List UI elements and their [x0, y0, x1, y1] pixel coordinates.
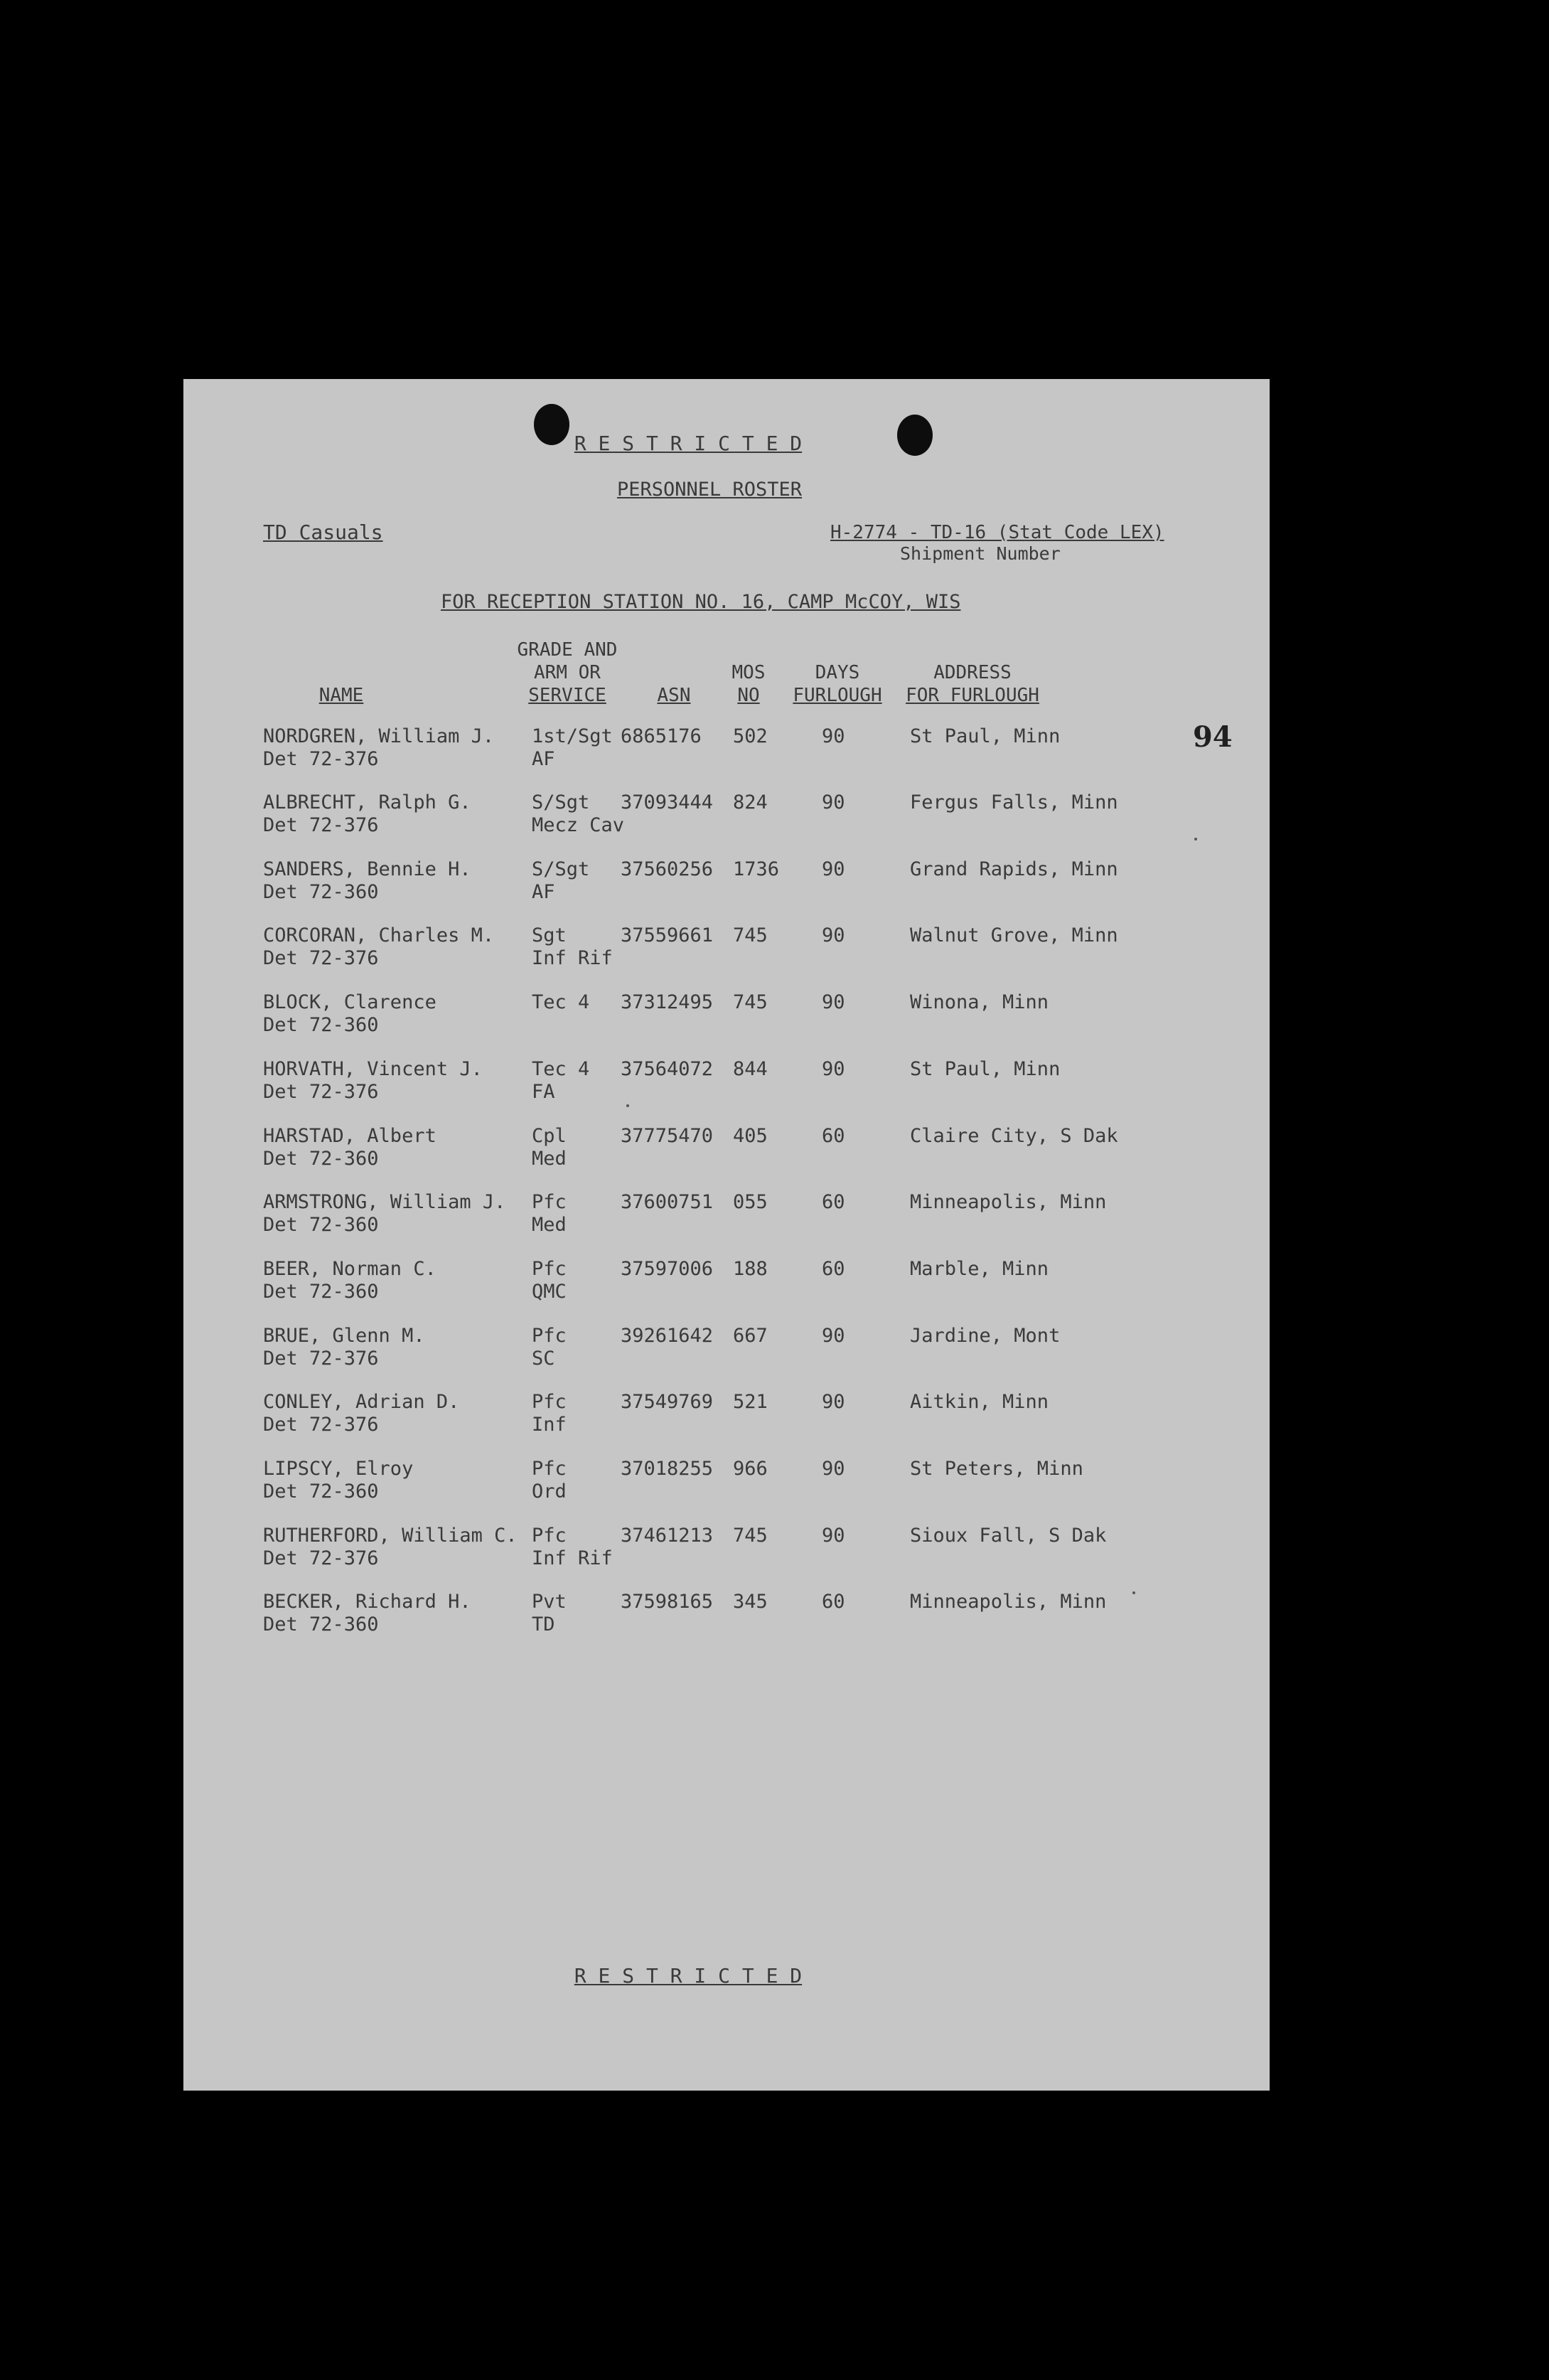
soldier-name: CONLEY, Adrian D. — [263, 1391, 460, 1413]
roster-row — [183, 1458, 1270, 1522]
soldier-asn: 37560256 — [621, 858, 714, 880]
roster-row — [183, 791, 1270, 855]
soldier-arm: Med — [532, 1148, 567, 1170]
roster-row — [183, 858, 1270, 922]
soldier-days: 60 — [822, 1191, 845, 1213]
soldier-asn: 37559661 — [621, 924, 714, 946]
col-grade-line2: ARM OR — [534, 662, 601, 683]
soldier-days: 90 — [822, 1325, 845, 1347]
soldier-days: 60 — [822, 1125, 845, 1147]
soldier-arm: Inf — [532, 1414, 567, 1436]
roster-row — [183, 1125, 1270, 1189]
page-number: 94 — [1193, 720, 1233, 754]
soldier-address: St Peters, Minn — [910, 1458, 1083, 1480]
soldier-name: NORDGREN, William J. — [263, 725, 495, 747]
soldier-arm: FA — [532, 1081, 555, 1103]
soldier-detachment: Det 72-376 — [263, 1348, 379, 1370]
soldier-grade: Cpl — [532, 1125, 567, 1147]
col-days-line2: FURLOUGH — [793, 685, 882, 706]
soldier-mos: 745 — [733, 924, 768, 946]
soldier-days: 90 — [822, 858, 845, 880]
soldier-asn: 37018255 — [621, 1458, 714, 1480]
soldier-days: 90 — [822, 725, 845, 747]
soldier-grade: Pfc — [532, 1325, 567, 1347]
soldier-detachment: Det 72-360 — [263, 1281, 379, 1303]
soldier-address: Marble, Minn — [910, 1258, 1049, 1280]
soldier-grade: Pfc — [532, 1458, 567, 1480]
soldier-detachment: Det 72-360 — [263, 1014, 379, 1036]
classification-footer: R E S T R I C T E D — [574, 1964, 803, 1987]
soldier-grade: Pvt — [532, 1591, 567, 1613]
soldier-grade: Pfc — [532, 1258, 567, 1280]
soldier-mos: 667 — [733, 1325, 768, 1347]
col-days-line1: DAYS — [815, 662, 860, 683]
soldier-asn: 37312495 — [621, 991, 714, 1013]
soldier-asn: 37093444 — [621, 791, 714, 813]
soldier-days: 90 — [822, 1525, 845, 1547]
soldier-arm: Mecz Cav — [532, 814, 625, 836]
soldier-asn: 37549769 — [621, 1391, 714, 1413]
col-grade-line3: SERVICE — [528, 685, 606, 706]
soldier-mos: 966 — [733, 1458, 768, 1480]
soldier-asn: 37600751 — [621, 1191, 714, 1213]
document-title: PERSONNEL ROSTER — [616, 479, 803, 501]
roster-row — [183, 1058, 1270, 1122]
soldier-grade: S/Sgt — [532, 858, 590, 880]
soldier-address: Claire City, S Dak — [910, 1125, 1118, 1147]
soldier-arm: Med — [532, 1214, 567, 1236]
soldier-address: Grand Rapids, Minn — [910, 858, 1118, 880]
soldier-name: ALBRECHT, Ralph G. — [263, 791, 471, 813]
soldier-detachment: Det 72-376 — [263, 814, 379, 836]
paper-speck — [1194, 838, 1197, 841]
col-asn: ASN — [657, 685, 691, 706]
soldier-days: 90 — [822, 1458, 845, 1480]
soldier-mos: 345 — [733, 1591, 768, 1613]
soldier-arm: AF — [532, 748, 555, 770]
soldier-name: BEER, Norman C. — [263, 1258, 436, 1280]
soldier-address: Sioux Fall, S Dak — [910, 1525, 1107, 1547]
soldier-mos: 745 — [733, 1525, 768, 1547]
roster-row — [183, 1325, 1270, 1389]
soldier-name: RUTHERFORD, William C. — [263, 1525, 518, 1547]
shipment-code: H-2774 - TD-16 (Stat Code LEX) — [830, 522, 1164, 543]
soldier-detachment: Det 72-360 — [263, 1148, 379, 1170]
soldier-detachment: Det 72-376 — [263, 1081, 379, 1103]
roster-row — [183, 1591, 1270, 1655]
soldier-days: 90 — [822, 991, 845, 1013]
soldier-grade: S/Sgt — [532, 791, 590, 813]
unit-label: TD Casuals — [263, 521, 383, 544]
soldier-address: Winona, Minn — [910, 991, 1049, 1013]
soldier-address: Minneapolis, Minn — [910, 1591, 1107, 1613]
roster-row — [183, 991, 1270, 1055]
soldier-detachment: Det 72-360 — [263, 1480, 379, 1503]
soldier-name: LIPSCY, Elroy — [263, 1458, 414, 1480]
roster-row — [183, 924, 1270, 988]
soldier-detachment: Det 72-360 — [263, 881, 379, 903]
soldier-grade: 1st/Sgt — [532, 725, 613, 747]
roster-row — [183, 725, 1270, 789]
paper-speck — [1132, 1591, 1135, 1594]
soldier-mos: 055 — [733, 1191, 768, 1213]
soldier-mos: 188 — [733, 1258, 768, 1280]
roster-row — [183, 1525, 1270, 1589]
destination-line: FOR RECEPTION STATION NO. 16, CAMP McCOY, WIS — [441, 591, 961, 613]
soldier-arm: Inf Rif — [532, 947, 613, 969]
soldier-name: BLOCK, Clarence — [263, 991, 436, 1013]
soldier-name: BECKER, Richard H. — [263, 1591, 471, 1613]
soldier-address: Aitkin, Minn — [910, 1391, 1049, 1413]
soldier-mos: 502 — [733, 725, 768, 747]
soldier-mos: 844 — [733, 1058, 768, 1080]
classification-header: R E S T R I C T E D — [574, 432, 803, 455]
soldier-mos: 1736 — [733, 858, 780, 880]
soldier-name: HORVATH, Vincent J. — [263, 1058, 483, 1080]
soldier-mos: 824 — [733, 791, 768, 813]
soldier-detachment: Det 72-360 — [263, 1613, 379, 1635]
soldier-days: 60 — [822, 1591, 845, 1613]
soldier-mos: 745 — [733, 991, 768, 1013]
soldier-mos: 521 — [733, 1391, 768, 1413]
soldier-grade: Pfc — [532, 1191, 567, 1213]
soldier-address: Walnut Grove, Minn — [910, 924, 1118, 946]
soldier-detachment: Det 72-376 — [263, 748, 379, 770]
shipment-label: Shipment Number — [900, 543, 1061, 564]
soldier-grade: Pfc — [532, 1391, 567, 1413]
soldier-arm: QMC — [532, 1281, 567, 1303]
soldier-asn: 6865176 — [621, 725, 702, 747]
soldier-days: 90 — [822, 791, 845, 813]
soldier-asn: 37775470 — [621, 1125, 714, 1147]
col-name: NAME — [318, 685, 364, 706]
soldier-asn: 39261642 — [621, 1325, 714, 1347]
soldier-arm: Ord — [532, 1480, 567, 1503]
soldier-detachment: Det 72-360 — [263, 1214, 379, 1236]
soldier-grade: Pfc — [532, 1525, 567, 1547]
soldier-detachment: Det 72-376 — [263, 1547, 379, 1569]
roster-row — [183, 1191, 1270, 1255]
soldier-arm: AF — [532, 881, 555, 903]
soldier-days: 90 — [822, 1391, 845, 1413]
soldier-mos: 405 — [733, 1125, 768, 1147]
soldier-grade: Tec 4 — [532, 991, 590, 1013]
soldier-asn: 37597006 — [621, 1258, 714, 1280]
soldier-address: St Paul, Minn — [910, 1058, 1061, 1080]
soldier-grade: Sgt — [532, 924, 567, 946]
soldier-days: 90 — [822, 924, 845, 946]
roster-row — [183, 1391, 1270, 1455]
soldier-asn: 37461213 — [621, 1525, 714, 1547]
soldier-arm: TD — [532, 1613, 555, 1635]
col-address-line2: FOR FURLOUGH — [906, 685, 1039, 706]
soldier-arm: Inf Rif — [532, 1547, 613, 1569]
soldier-name: CORCORAN, Charles M. — [263, 924, 495, 946]
soldier-asn: 37564072 — [621, 1058, 714, 1080]
roster-page — [183, 379, 1270, 2091]
paper-speck — [626, 1104, 629, 1107]
soldier-name: HARSTAD, Albert — [263, 1125, 436, 1147]
soldier-name: SANDERS, Bennie H. — [263, 858, 471, 880]
col-mos-line2: NO — [737, 685, 760, 706]
col-address-line1: ADDRESS — [933, 662, 1012, 683]
soldier-days: 90 — [822, 1058, 845, 1080]
soldier-address: Fergus Falls, Minn — [910, 791, 1118, 813]
soldier-grade: Tec 4 — [532, 1058, 590, 1080]
col-grade-line1: GRADE AND — [517, 639, 618, 661]
roster-row — [183, 1258, 1270, 1322]
soldier-address: St Paul, Minn — [910, 725, 1061, 747]
soldier-name: BRUE, Glenn M. — [263, 1325, 425, 1347]
soldier-days: 60 — [822, 1258, 845, 1280]
soldier-arm: SC — [532, 1348, 555, 1370]
soldier-asn: 37598165 — [621, 1591, 714, 1613]
soldier-address: Jardine, Mont — [910, 1325, 1061, 1347]
soldier-name: ARMSTRONG, William J. — [263, 1191, 506, 1213]
soldier-address: Minneapolis, Minn — [910, 1191, 1107, 1213]
soldier-detachment: Det 72-376 — [263, 947, 379, 969]
soldier-detachment: Det 72-376 — [263, 1414, 379, 1436]
col-mos-line1: MOS — [731, 662, 766, 683]
